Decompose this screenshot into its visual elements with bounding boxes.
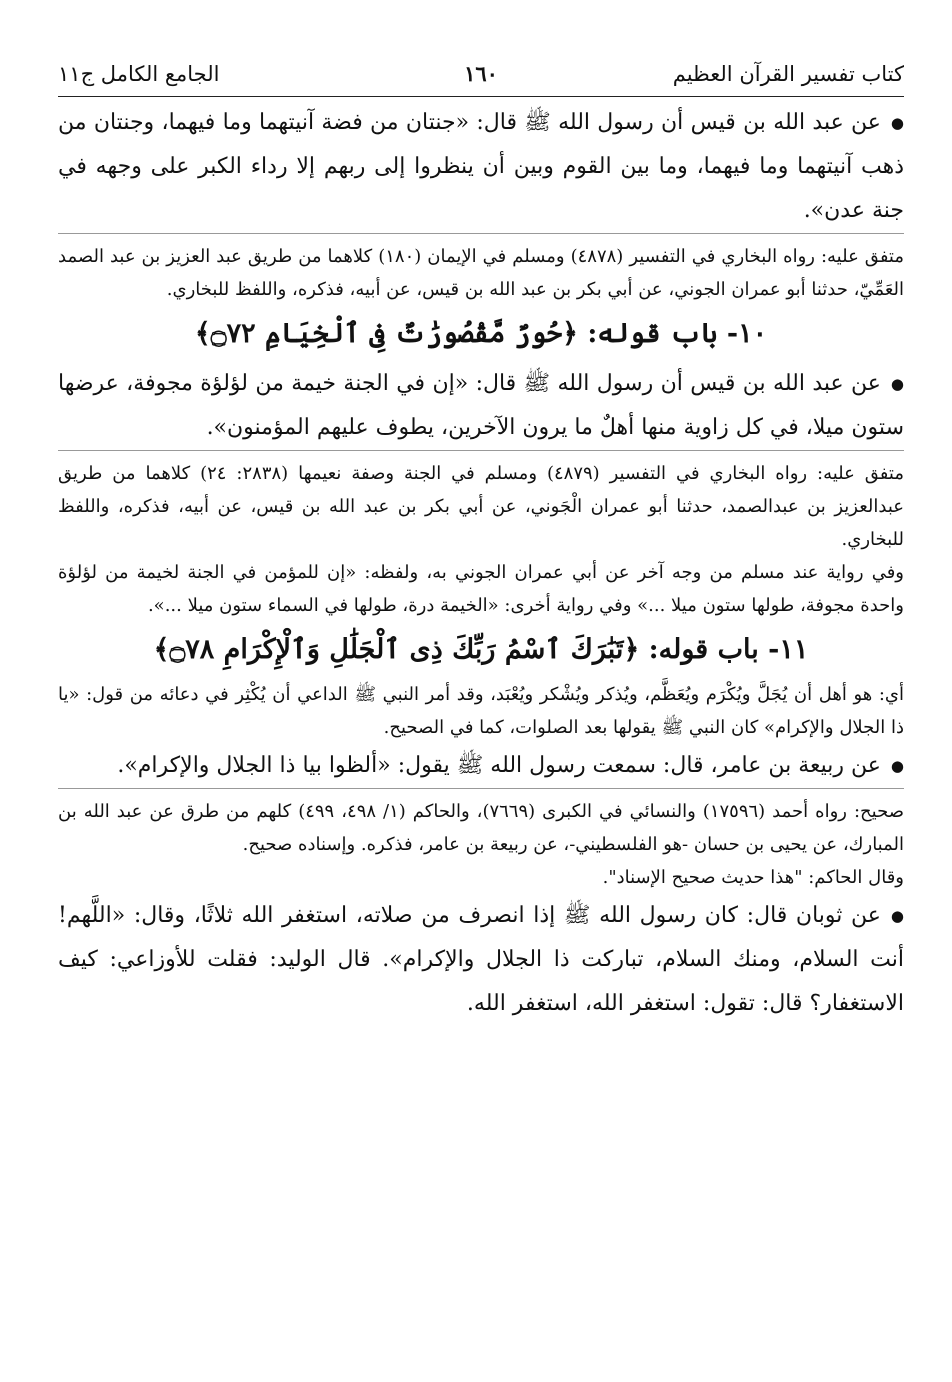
page-header bbox=[58, 52, 904, 97]
hadith-text: عن ربيعة بن عامر، قال: سمعت رسول الله ﷺ يقول: «ألظوا بيا ذا الجلال والإكرام». bbox=[117, 753, 881, 778]
chapter-heading: ١١- باب قوله: ﴿تَبَٰرَكَ ٱسْمُ رَبِّكَ ذِى ٱلْجَلَٰلِ وَٱلْإِكْرَامِ ۝٧٨﴾ bbox=[153, 634, 809, 665]
hadith-paragraph bbox=[58, 362, 904, 450]
hadith-text: عن عبد الله بن قيس أن رسول الله ﷺ قال: «جنتان من فضة آنيتهما وما فيهما، وجنتان من ذهب آنيتهما وما فيهما، وما بين القوم وبين أن ينظروا إلى ربهم إلا رداء الكبر على وجهه في جنة عدن». bbox=[58, 110, 904, 223]
bullet-icon: ● bbox=[890, 114, 904, 132]
takhrij-paragraph: صحيح: رواه أحمد (١٧٥٩٦) والنسائي في الكبرى (٧٦٦٩)، والحاكم (١/ ٤٩٨، ٤٩٩) كلهم من طرق عن عبد الله بن المبارك، عن يحيى بن حسان -هو الفلسطيني-، عن ربيعة بن عامر، فذكره. وإسناده صحيح. bbox=[58, 788, 904, 861]
hadith-paragraph bbox=[58, 101, 904, 233]
hadith-text: عن عبد الله بن قيس أن رسول الله ﷺ قال: «إن في الجنة خيمة من لؤلؤة مجوفة، عرضها ستون ميلا، في كل زاوية منها أهلٌ ما يرون الآخرين، يطوف عليهم المؤمنون». bbox=[58, 371, 904, 440]
page-body bbox=[58, 101, 904, 1026]
hadith-paragraph bbox=[58, 744, 904, 788]
book-page bbox=[58, 52, 904, 1026]
bullet-icon: ● bbox=[890, 907, 904, 925]
note-paragraph: وفي رواية عند مسلم من وجه آخر عن أبي عمران الجوني به، ولفظه: «إن للمؤمن في الجنة لخيمة من لؤلؤة واحدة مجوفة، طولها ستون ميلا ...» وفي رواية أخرى: «الخيمة درة، طولها في السماء ستون ميلا ...». bbox=[58, 562, 904, 616]
explanation-paragraph: أي: هو أهل أن يُجَلَّ ويُكْرَم ويُعَظَّم، ويُذكر ويُشْكر ويُعْبَد، وقد أمر النبي ﷺ الداعي أن يُكْثِر في دعائه من قول: «يا ذا الجلال والإكرام» كان النبي ﷺ يقولها بعد الصلوات، كما في الصحيح. bbox=[58, 684, 904, 738]
takhrij-paragraph: متفق عليه: رواه البخاري في التفسير (٤٨٧٩) ومسلم في الجنة وصفة نعيمها (٢٨٣٨: ٢٤) كلاهما من طريق عبدالعزيز بن عبدالصمد، حدثنا أبو عمران الْجَوني، عن أبي بكر بن عبد الله بن قيس، عن أبيه، فذكره، واللفظ للبخاري. bbox=[58, 450, 904, 556]
takhrij-paragraph: متفق عليه: رواه البخاري في التفسير (٤٨٧٨) ومسلم في الإيمان (١٨٠) كلاهما من طريق عبد العزيز بن عبد الصمد العَمِّيّ، حدثنا أبو عمران الجوني، عن أبي بكر بن عبد الله بن قيس، عن أبيه، فذكره، واللفظ للبخاري. bbox=[58, 233, 904, 306]
hadith-paragraph bbox=[58, 894, 904, 1026]
note-paragraph: وقال الحاكم: "هذا حديث صحيح الإسناد". bbox=[602, 867, 904, 888]
book-title: كتاب تفسير القرآن العظيم bbox=[672, 62, 904, 86]
bullet-icon: ● bbox=[890, 375, 904, 393]
chapter-heading: ١٠- باب قوله: ﴿حُورٌ مَّقْصُورَٰتٌ فِى ٱلْخِيَامِ ۝٧٢﴾ bbox=[194, 318, 768, 349]
hadith-text: عن ثوبان قال: كان رسول الله ﷺ إذا انصرف من صلاته، استغفر الله ثلاثًا، وقال: «اللَّهم! أنت السلام، ومنك السلام، تباركت ذا الجلال والإكرام». قال الوليد: فقلت للأوزاعي: كيف الاستغفار؟ قال: تقول: استغفر الله، استغفر الله. bbox=[58, 903, 904, 1016]
page-number: ١٦٠ bbox=[464, 61, 498, 86]
volume-label: الجامع الكامل ج١١ bbox=[58, 62, 220, 86]
bullet-icon: ● bbox=[890, 757, 904, 775]
